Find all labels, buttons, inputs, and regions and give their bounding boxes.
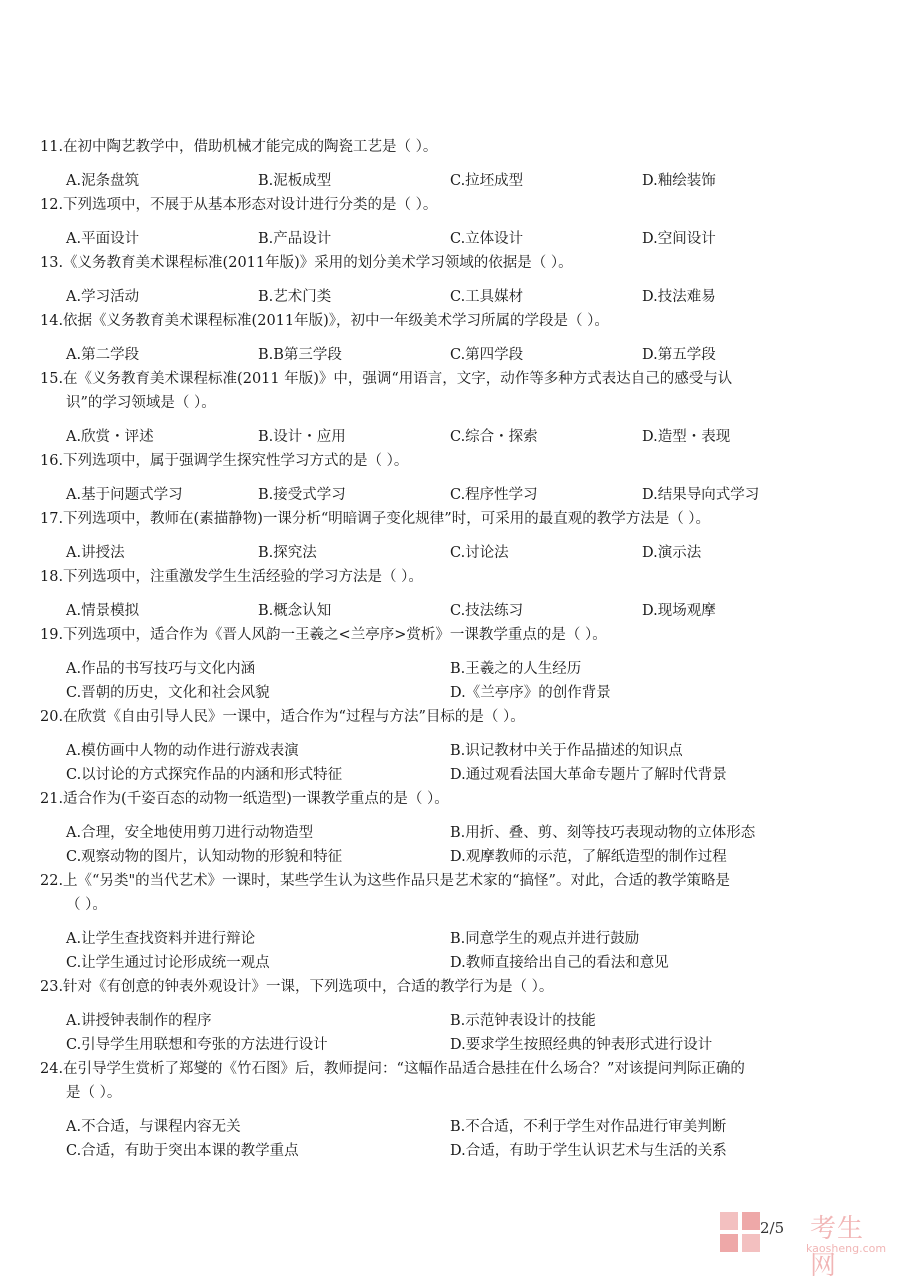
option-c: C.讨论法: [450, 545, 509, 561]
option-d: D.现场观摩: [642, 603, 716, 619]
option-c: C.合适，有助于突出本课的教学重点: [66, 1143, 299, 1159]
option-c: C.第四学段: [450, 347, 524, 363]
question-stem-continued: （ ）。: [66, 897, 107, 913]
option-b: B.艺术门类: [258, 289, 332, 305]
option-d: D.空间设计: [642, 231, 716, 247]
option-a: A.学习活动: [66, 289, 140, 305]
option-b: B.探究法: [258, 545, 317, 561]
options-row: [40, 343, 840, 367]
question-15: [40, 367, 840, 449]
option-d: D.观摩教师的示范，了解纸造型的制作过程: [450, 849, 727, 865]
option-a: A.讲授法: [66, 545, 125, 561]
option-b: B.王羲之的人生经历: [450, 661, 582, 677]
option-d: D.合适，有助于学生认识艺术与生活的关系: [450, 1143, 727, 1159]
question-18: [40, 565, 840, 623]
question-stem: 12.下列选项中，不展于从基本形态对设计进行分类的是（ ）。: [40, 197, 438, 213]
option-d: D.造型・表现: [642, 429, 731, 445]
option-c: C.综合・探索: [450, 429, 538, 445]
option-b: B.示范钟表设计的技能: [450, 1013, 596, 1029]
option-a: A.欣赏・评述: [66, 429, 154, 445]
option-b: B.B第三学段: [258, 347, 342, 363]
kaosheng-logo-icon: [718, 1208, 762, 1258]
question-13: [40, 251, 840, 309]
option-c: C.让学生通过讨论形成统一观点: [66, 955, 270, 971]
options-row: [40, 1139, 840, 1163]
option-c: C.晋朝的历史，文化和社会风貌: [66, 685, 270, 701]
options-row: [40, 657, 840, 681]
options-row: [40, 739, 840, 763]
option-d: D.釉绘装饰: [642, 173, 716, 189]
option-c: C.引导学生用联想和夸张的方法进行设计: [66, 1037, 328, 1053]
option-d: D.结果导向式学习: [642, 487, 760, 503]
question-stem: 22.上《“另类"的当代艺术》一课时，某些学生认为这些作品只是艺术家的“搞怪”。对此，合适的教学策略是: [40, 873, 730, 889]
question-stem-continued: 是（ ）。: [66, 1085, 122, 1101]
option-c: C.拉坯成型: [450, 173, 524, 189]
option-a: A.讲授钟表制作的程序: [66, 1013, 212, 1029]
option-d: D.教师直接给出自己的看法和意见: [450, 955, 669, 971]
options-row: [40, 1033, 840, 1057]
option-d: D.演示法: [642, 545, 702, 561]
option-b: B.同意学生的观点并进行鼓励: [450, 931, 640, 947]
option-a: A.情景模拟: [66, 603, 140, 619]
question-stem: 14.依据《义务教育美术课程标准(2011年版)》，初中一年级美术学习所属的学段是（ ）。: [40, 313, 609, 329]
options-row: [40, 1009, 840, 1033]
option-a: A.不合适，与课程内容无关: [66, 1119, 241, 1135]
question-stem: 20.在欣赏《自由引导人民》一课中，适合作为“过程与方法”目标的是（ ）。: [40, 709, 525, 725]
question-11: [40, 135, 840, 193]
question-stem: 15.在《义务教育美术课程标准(2011 年版)》中，强调“用语言，文字，动作等多种方式表达自己的感受与认: [40, 371, 733, 387]
options-row: [40, 169, 840, 193]
question-stem-continued: 识”的学习领域是（ ）。: [66, 395, 216, 411]
kaosheng-logo: [718, 1208, 888, 1281]
options-row: [40, 951, 840, 975]
option-a: A.模仿画中人物的动作进行游戏表演: [66, 743, 299, 759]
options-row: [40, 927, 840, 951]
option-c: C.工具媒材: [450, 289, 524, 305]
options-row: [40, 681, 840, 705]
option-a: A.作品的书写技巧与文化内涵: [66, 661, 256, 677]
options-row: [40, 483, 840, 507]
question-17: [40, 507, 840, 565]
options-row: [40, 599, 840, 623]
logo-url: kaosheng.com: [806, 1242, 887, 1255]
option-b: B.概念认知: [258, 603, 332, 619]
options-row: [40, 285, 840, 309]
logo-brand: 考生网: [810, 1214, 865, 1281]
option-a: A.让学生查找资料并进行辩论: [66, 931, 256, 947]
options-row: [40, 821, 840, 845]
question-stem: 23.针对《有创意的钟表外观设计》一课，下列选项中，合适的教学行为是（ ）。: [40, 979, 554, 995]
question-14: [40, 309, 840, 367]
option-d: D.要求学生按照经典的钟表形式进行设计: [450, 1037, 713, 1053]
option-b: B.产品设计: [258, 231, 332, 247]
option-a: A.基于问题式学习: [66, 487, 183, 503]
options-row: [40, 227, 840, 251]
question-24: [40, 1057, 840, 1163]
question-23: [40, 975, 840, 1057]
option-b: B.设计・应用: [258, 429, 346, 445]
question-21: [40, 787, 840, 869]
question-22: [40, 869, 840, 975]
option-d: D.第五学段: [642, 347, 716, 363]
option-c: C.以讨论的方式探究作品的内涵和形式特征: [66, 767, 343, 783]
option-b: B.不合适，不利于学生对作品进行审美判断: [450, 1119, 727, 1135]
options-row: [40, 1115, 840, 1139]
option-c: C.技法练习: [450, 603, 524, 619]
question-stem: 11.在初中陶艺教学中，借助机械才能完成的陶瓷工艺是（ ）。: [40, 139, 438, 155]
option-c: C.立体设计: [450, 231, 524, 247]
question-stem: 17.下列选项中，教师在(素描静物)一课分析“明暗调子变化规律”时，可采用的最直观的教学方法是（ ）。: [40, 511, 711, 527]
option-a: A.第二学段: [66, 347, 140, 363]
question-stem: 13.《义务教育美术课程标准(2011年版)》采用的划分美术学习领域的依据是（ ）。: [40, 255, 573, 271]
option-c: C.观察动物的图片，认知动物的形貌和特征: [66, 849, 343, 865]
question-stem: 19.下列选项中，适合作为《晋人风韵一王羲之<兰亭序>赏析》一课教学重点的是（ ）。: [40, 627, 607, 643]
option-a: A.泥条盘筑: [66, 173, 140, 189]
option-c: C.程序性学习: [450, 487, 538, 503]
option-a: A.平面设计: [66, 231, 140, 247]
option-d: D.通过观看法国大革命专题片了解时代背景: [450, 767, 727, 783]
option-b: B.用折、叠、剪、刻等技巧表现动物的立体形态: [450, 825, 756, 841]
option-d: D.技法难易: [642, 289, 716, 305]
option-a: A.合理，安全地使用剪刀进行动物造型: [66, 825, 314, 841]
option-b: B.接受式学习: [258, 487, 346, 503]
option-b: B.泥板成型: [258, 173, 332, 189]
options-row: [40, 763, 840, 787]
question-16: [40, 449, 840, 507]
question-20: [40, 705, 840, 787]
options-row: [40, 541, 840, 565]
question-stem: 16.下列选项中，属于强调学生探究性学习方式的是（ ）。: [40, 453, 409, 469]
option-d: D.《兰亭序》的创作背景: [450, 685, 611, 701]
options-row: [40, 425, 840, 449]
question-stem: 18.下列选项中，注重激发学生生活经验的学习方法是（ ）。: [40, 569, 423, 585]
question-stem: 21.适合作为(千姿百态的动物一纸造型)一课教学重点的是（ ）。: [40, 791, 449, 807]
question-19: [40, 623, 840, 705]
options-row: [40, 845, 840, 869]
page-number: 2/5: [760, 1219, 785, 1237]
question-12: [40, 193, 840, 251]
question-stem: 24.在引导学生赏析了郑燮的《竹石图》后，教师提问：“这幅作品适合悬挂在什么场合？”对该提问判际正确的: [40, 1061, 745, 1077]
option-b: B.识记教材中关于作品描述的知识点: [450, 743, 683, 759]
